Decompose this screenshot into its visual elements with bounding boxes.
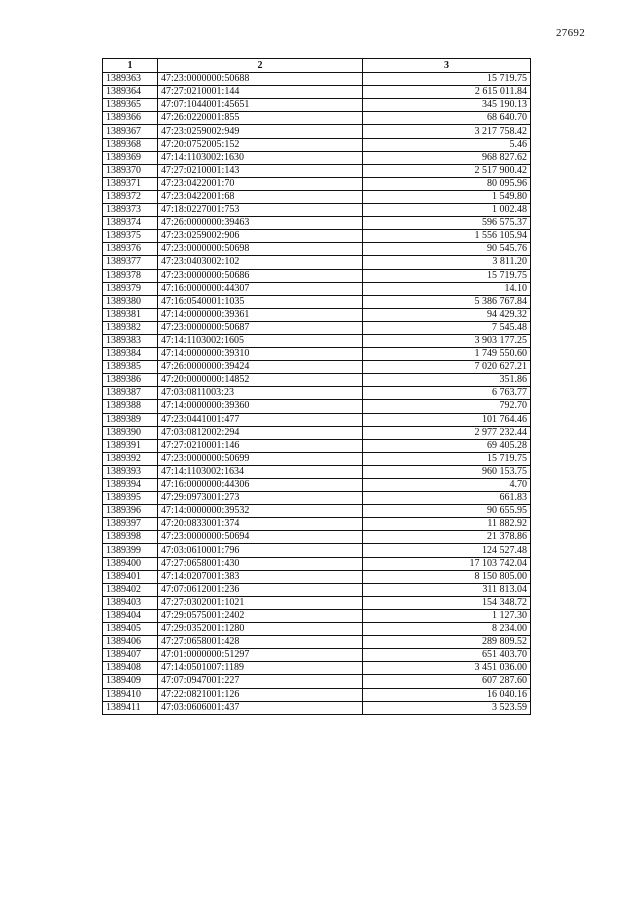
value-cell: 94 429.32 bbox=[363, 308, 531, 321]
row-number-cell: 1389372 bbox=[103, 190, 158, 203]
cadastral-number-cell: 47:03:0606001:437 bbox=[158, 701, 363, 714]
row-number-cell: 1389383 bbox=[103, 334, 158, 347]
row-number-cell: 1389392 bbox=[103, 452, 158, 465]
row-number-cell: 1389411 bbox=[103, 701, 158, 714]
cadastral-number-cell: 47:27:0658001:428 bbox=[158, 636, 363, 649]
row-number-cell: 1389409 bbox=[103, 675, 158, 688]
row-number-cell: 1389386 bbox=[103, 374, 158, 387]
value-cell: 607 287.60 bbox=[363, 675, 531, 688]
cadastral-number-cell: 47:27:0302001:1021 bbox=[158, 596, 363, 609]
page-number: 27692 bbox=[556, 27, 585, 39]
value-cell: 8 150 805.00 bbox=[363, 570, 531, 583]
value-cell: 4.70 bbox=[363, 479, 531, 492]
row-number-cell: 1389381 bbox=[103, 308, 158, 321]
cadastral-number-cell: 47:14:1103002:1630 bbox=[158, 151, 363, 164]
table-row bbox=[103, 479, 531, 492]
table-row bbox=[103, 413, 531, 426]
row-number-cell: 1389394 bbox=[103, 479, 158, 492]
row-number-cell: 1389387 bbox=[103, 387, 158, 400]
value-cell: 651 403.70 bbox=[363, 649, 531, 662]
cadastral-number-cell: 47:27:0658001:430 bbox=[158, 557, 363, 570]
table-row bbox=[103, 125, 531, 138]
row-number-cell: 1389399 bbox=[103, 544, 158, 557]
cadastral-number-cell: 47:14:0000000:39310 bbox=[158, 348, 363, 361]
value-cell: 17 103 742.04 bbox=[363, 557, 531, 570]
value-cell: 21 378.86 bbox=[363, 531, 531, 544]
value-cell: 289 809.52 bbox=[363, 636, 531, 649]
value-cell: 1 749 550.60 bbox=[363, 348, 531, 361]
row-number-cell: 1389401 bbox=[103, 570, 158, 583]
value-cell: 6 763.77 bbox=[363, 387, 531, 400]
cadastral-number-cell: 47:14:0000000:39361 bbox=[158, 308, 363, 321]
row-number-cell: 1389368 bbox=[103, 138, 158, 151]
row-number-cell: 1389395 bbox=[103, 492, 158, 505]
cadastral-number-cell: 47:14:0501007:1189 bbox=[158, 662, 363, 675]
value-cell: 792.70 bbox=[363, 400, 531, 413]
table-row bbox=[103, 649, 531, 662]
table-row bbox=[103, 636, 531, 649]
row-number-cell: 1389375 bbox=[103, 230, 158, 243]
table-row bbox=[103, 334, 531, 347]
table-row bbox=[103, 73, 531, 86]
value-cell: 68 640.70 bbox=[363, 112, 531, 125]
table-row bbox=[103, 400, 531, 413]
row-number-cell: 1389410 bbox=[103, 688, 158, 701]
table-row bbox=[103, 387, 531, 400]
row-number-cell: 1389407 bbox=[103, 649, 158, 662]
value-cell: 1 549.80 bbox=[363, 190, 531, 203]
table-row bbox=[103, 138, 531, 151]
row-number-cell: 1389374 bbox=[103, 217, 158, 230]
cadastral-number-cell: 47:27:0210001:146 bbox=[158, 439, 363, 452]
cadastral-number-cell: 47:23:0422001:70 bbox=[158, 177, 363, 190]
cadastral-number-cell: 47:29:0575001:2402 bbox=[158, 609, 363, 622]
table-row bbox=[103, 374, 531, 387]
cadastral-number-cell: 47:16:0000000:44306 bbox=[158, 479, 363, 492]
value-cell: 3 903 177.25 bbox=[363, 334, 531, 347]
row-number-cell: 1389404 bbox=[103, 609, 158, 622]
row-number-cell: 1389385 bbox=[103, 361, 158, 374]
cadastral-number-cell: 47:14:0000000:39360 bbox=[158, 400, 363, 413]
value-cell: 7 545.48 bbox=[363, 321, 531, 334]
row-number-cell: 1389363 bbox=[103, 73, 158, 86]
value-cell: 8 234.00 bbox=[363, 623, 531, 636]
table-row bbox=[103, 505, 531, 518]
cadastral-number-cell: 47:20:0752005:152 bbox=[158, 138, 363, 151]
cadastral-number-cell: 47:23:0000000:50698 bbox=[158, 243, 363, 256]
cadastral-number-cell: 47:20:0000000:14852 bbox=[158, 374, 363, 387]
table-row bbox=[103, 308, 531, 321]
table-row bbox=[103, 112, 531, 125]
table-row bbox=[103, 426, 531, 439]
value-cell: 5 386 767.84 bbox=[363, 295, 531, 308]
cadastral-number-cell: 47:26:0000000:39424 bbox=[158, 361, 363, 374]
row-number-cell: 1389379 bbox=[103, 282, 158, 295]
cadastral-number-cell: 47:23:0000000:50694 bbox=[158, 531, 363, 544]
cadastral-number-cell: 47:23:0403002:102 bbox=[158, 256, 363, 269]
table-body bbox=[103, 73, 531, 715]
table-row bbox=[103, 544, 531, 557]
value-cell: 3 217 758.42 bbox=[363, 125, 531, 138]
cadastral-number-cell: 47:27:0210001:144 bbox=[158, 86, 363, 99]
table-row bbox=[103, 583, 531, 596]
row-number-cell: 1389390 bbox=[103, 426, 158, 439]
row-number-cell: 1389397 bbox=[103, 518, 158, 531]
table-row bbox=[103, 190, 531, 203]
table-row bbox=[103, 282, 531, 295]
row-number-cell: 1389380 bbox=[103, 295, 158, 308]
column-header-1: 1 bbox=[103, 59, 158, 73]
table-row bbox=[103, 164, 531, 177]
value-cell: 80 095.96 bbox=[363, 177, 531, 190]
table-row bbox=[103, 531, 531, 544]
cadastral-number-cell: 47:27:0210001:143 bbox=[158, 164, 363, 177]
table-row bbox=[103, 99, 531, 112]
value-cell: 1 556 105.94 bbox=[363, 230, 531, 243]
table-row bbox=[103, 570, 531, 583]
cadastral-number-cell: 47:14:1103002:1634 bbox=[158, 465, 363, 478]
cadastral-number-cell: 47:23:0259002:906 bbox=[158, 230, 363, 243]
value-cell: 124 527.48 bbox=[363, 544, 531, 557]
cadastral-number-cell: 47:18:0227001:753 bbox=[158, 204, 363, 217]
value-cell: 311 813.04 bbox=[363, 583, 531, 596]
table-header-row bbox=[103, 59, 531, 73]
cadastral-number-cell: 47:03:0811003:23 bbox=[158, 387, 363, 400]
value-cell: 1 002.48 bbox=[363, 204, 531, 217]
table-row bbox=[103, 662, 531, 675]
row-number-cell: 1389391 bbox=[103, 439, 158, 452]
value-cell: 960 153.75 bbox=[363, 465, 531, 478]
row-number-cell: 1389408 bbox=[103, 662, 158, 675]
row-number-cell: 1389377 bbox=[103, 256, 158, 269]
value-cell: 15 719.75 bbox=[363, 73, 531, 86]
row-number-cell: 1389396 bbox=[103, 505, 158, 518]
table-row bbox=[103, 701, 531, 714]
cadastral-number-cell: 47:01:0000000:51297 bbox=[158, 649, 363, 662]
row-number-cell: 1389405 bbox=[103, 623, 158, 636]
table-row bbox=[103, 492, 531, 505]
value-cell: 968 827.62 bbox=[363, 151, 531, 164]
value-cell: 2 977 232.44 bbox=[363, 426, 531, 439]
cadastral-number-cell: 47:29:0973001:273 bbox=[158, 492, 363, 505]
cadastral-number-cell: 47:07:0612001:236 bbox=[158, 583, 363, 596]
row-number-cell: 1389382 bbox=[103, 321, 158, 334]
cadastral-number-cell: 47:07:0947001:227 bbox=[158, 675, 363, 688]
value-cell: 16 040.16 bbox=[363, 688, 531, 701]
cadastral-number-cell: 47:14:0000000:39532 bbox=[158, 505, 363, 518]
value-cell: 90 655.95 bbox=[363, 505, 531, 518]
cadastral-number-cell: 47:23:0000000:50686 bbox=[158, 269, 363, 282]
table-row bbox=[103, 256, 531, 269]
value-cell: 1 127.30 bbox=[363, 609, 531, 622]
row-number-cell: 1389384 bbox=[103, 348, 158, 361]
value-cell: 15 719.75 bbox=[363, 269, 531, 282]
cadastral-number-cell: 47:23:0441001:477 bbox=[158, 413, 363, 426]
cadastral-number-cell: 47:14:0207001:383 bbox=[158, 570, 363, 583]
data-table bbox=[102, 58, 531, 715]
value-cell: 3 523.59 bbox=[363, 701, 531, 714]
value-cell: 345 190.13 bbox=[363, 99, 531, 112]
cadastral-number-cell: 47:23:0000000:50699 bbox=[158, 452, 363, 465]
row-number-cell: 1389398 bbox=[103, 531, 158, 544]
table-row bbox=[103, 86, 531, 99]
cadastral-number-cell: 47:23:0259002:949 bbox=[158, 125, 363, 138]
value-cell: 101 764.46 bbox=[363, 413, 531, 426]
cadastral-number-cell: 47:14:1103002:1605 bbox=[158, 334, 363, 347]
table-row bbox=[103, 348, 531, 361]
table-row bbox=[103, 361, 531, 374]
table-row bbox=[103, 151, 531, 164]
value-cell: 3 811.20 bbox=[363, 256, 531, 269]
table-row bbox=[103, 217, 531, 230]
table-row bbox=[103, 688, 531, 701]
value-cell: 14.10 bbox=[363, 282, 531, 295]
table-row bbox=[103, 243, 531, 256]
cadastral-number-cell: 47:03:0812002:294 bbox=[158, 426, 363, 439]
value-cell: 7 020 627.21 bbox=[363, 361, 531, 374]
row-number-cell: 1389402 bbox=[103, 583, 158, 596]
cadastral-number-cell: 47:26:0220001:855 bbox=[158, 112, 363, 125]
row-number-cell: 1389393 bbox=[103, 465, 158, 478]
table-row bbox=[103, 295, 531, 308]
value-cell: 2 517 900.42 bbox=[363, 164, 531, 177]
value-cell: 154 348.72 bbox=[363, 596, 531, 609]
table-row bbox=[103, 518, 531, 531]
value-cell: 90 545.76 bbox=[363, 243, 531, 256]
cadastral-number-cell: 47:23:0422001:68 bbox=[158, 190, 363, 203]
row-number-cell: 1389367 bbox=[103, 125, 158, 138]
cadastral-number-cell: 47:07:1044001:45651 bbox=[158, 99, 363, 112]
table-row bbox=[103, 609, 531, 622]
column-header-2: 2 bbox=[158, 59, 363, 73]
table-row bbox=[103, 557, 531, 570]
table-row bbox=[103, 321, 531, 334]
table-row bbox=[103, 452, 531, 465]
cadastral-number-cell: 47:26:0000000:39463 bbox=[158, 217, 363, 230]
value-cell: 3 451 036.00 bbox=[363, 662, 531, 675]
cadastral-number-cell: 47:03:0610001:796 bbox=[158, 544, 363, 557]
value-cell: 661.83 bbox=[363, 492, 531, 505]
table-row bbox=[103, 596, 531, 609]
value-cell: 5.46 bbox=[363, 138, 531, 151]
cadastral-number-cell: 47:29:0352001:1280 bbox=[158, 623, 363, 636]
table-row bbox=[103, 230, 531, 243]
table-row bbox=[103, 623, 531, 636]
cadastral-number-cell: 47:16:0540001:1035 bbox=[158, 295, 363, 308]
table-row bbox=[103, 439, 531, 452]
row-number-cell: 1389388 bbox=[103, 400, 158, 413]
value-cell: 15 719.75 bbox=[363, 452, 531, 465]
cadastral-number-cell: 47:22:0821001:126 bbox=[158, 688, 363, 701]
value-cell: 351.86 bbox=[363, 374, 531, 387]
table-row bbox=[103, 269, 531, 282]
row-number-cell: 1389369 bbox=[103, 151, 158, 164]
value-cell: 11 882.92 bbox=[363, 518, 531, 531]
table-row bbox=[103, 675, 531, 688]
cadastral-number-cell: 47:23:0000000:50688 bbox=[158, 73, 363, 86]
value-cell: 2 615 011.84 bbox=[363, 86, 531, 99]
row-number-cell: 1389376 bbox=[103, 243, 158, 256]
value-cell: 69 405.28 bbox=[363, 439, 531, 452]
row-number-cell: 1389389 bbox=[103, 413, 158, 426]
row-number-cell: 1389406 bbox=[103, 636, 158, 649]
row-number-cell: 1389403 bbox=[103, 596, 158, 609]
cadastral-number-cell: 47:20:0833001:374 bbox=[158, 518, 363, 531]
table-row bbox=[103, 177, 531, 190]
table-row bbox=[103, 204, 531, 217]
row-number-cell: 1389371 bbox=[103, 177, 158, 190]
cadastral-number-cell: 47:23:0000000:50687 bbox=[158, 321, 363, 334]
row-number-cell: 1389400 bbox=[103, 557, 158, 570]
row-number-cell: 1389373 bbox=[103, 204, 158, 217]
row-number-cell: 1389364 bbox=[103, 86, 158, 99]
row-number-cell: 1389366 bbox=[103, 112, 158, 125]
row-number-cell: 1389378 bbox=[103, 269, 158, 282]
row-number-cell: 1389370 bbox=[103, 164, 158, 177]
column-header-3: 3 bbox=[363, 59, 531, 73]
value-cell: 596 575.37 bbox=[363, 217, 531, 230]
cadastral-number-cell: 47:16:0000000:44307 bbox=[158, 282, 363, 295]
table-row bbox=[103, 465, 531, 478]
row-number-cell: 1389365 bbox=[103, 99, 158, 112]
